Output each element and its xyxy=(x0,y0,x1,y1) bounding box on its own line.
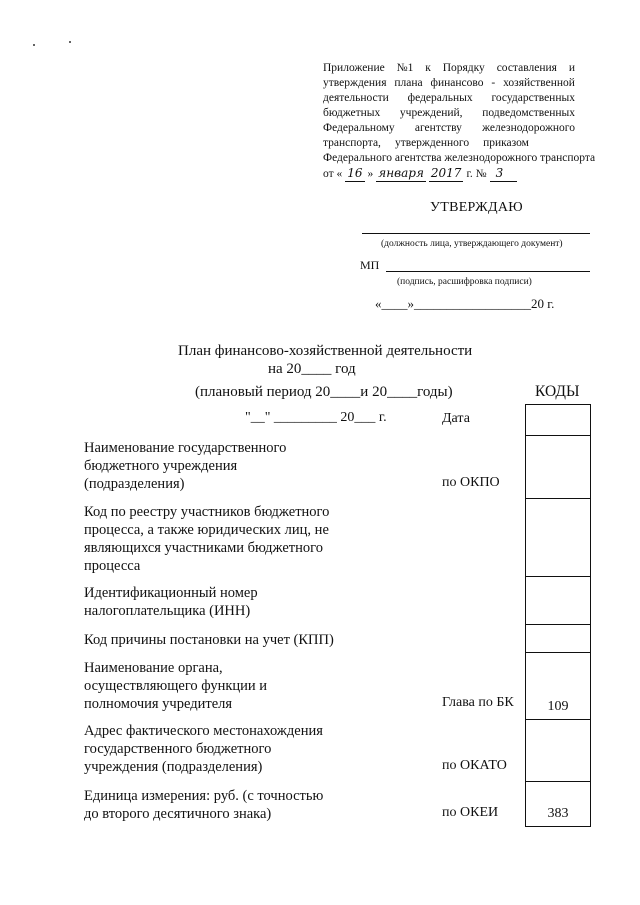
code-cell-date xyxy=(525,404,591,435)
position-caption: (должность лица, утверждающего документ) xyxy=(381,239,563,249)
appendix-header xyxy=(323,61,596,182)
code-cell-registry xyxy=(525,498,591,576)
handwritten-order-number: 3 xyxy=(490,166,518,182)
plan-title: План финансово-хозяйственной деятельности xyxy=(178,343,473,359)
codes-table xyxy=(525,404,591,827)
code-cell-okei: 383 xyxy=(525,781,591,827)
handwritten-month: января xyxy=(378,166,424,180)
appendix-line: Федерального агентства железнодорожного транспорта xyxy=(323,152,596,164)
code-cell-kpp xyxy=(525,624,591,652)
plan-year: на 20____ год xyxy=(268,361,356,377)
date-label: Дата xyxy=(442,411,470,426)
position-line xyxy=(362,233,590,234)
field-inn: Идентификационный номер налогоплательщика (ИНН) xyxy=(84,585,258,619)
appendix-line: утверждения плана финансово - хозяйственной xyxy=(323,77,575,89)
code-cell-bk: 109 xyxy=(525,652,591,719)
okato-label: по ОКАТО xyxy=(442,758,507,773)
codes-header: КОДЫ xyxy=(535,383,580,400)
appendix-line: бюджетных учреждений, подведомственных xyxy=(323,107,575,119)
field-registry-code: Код по реестру участников бюджетного процесса, а также юридических лиц, не являющихся участниками бюджетного процесса xyxy=(84,504,330,574)
handwritten-day: 16 xyxy=(347,166,363,180)
seal-label: МП xyxy=(360,258,380,272)
code-cell-inn xyxy=(525,576,591,624)
field-address: Адрес фактического местонахождения государственного бюджетного учреждения (подразделения) xyxy=(84,723,323,775)
appendix-line: деятельности федеральных государственных xyxy=(323,92,575,104)
appendix-line: транспорта, утвержденного приказом xyxy=(323,137,529,149)
plan-date: "__" _________ 20___ г. xyxy=(245,410,387,425)
scan-speck xyxy=(33,44,35,46)
bk-label: Глава по БК xyxy=(442,695,514,710)
approval-date: «____»__________________20 г. xyxy=(375,296,555,311)
field-unit: Единица измерения: руб. (с точностью до второго десятичного знака) xyxy=(84,788,324,822)
appendix-line: Федеральному агентству железнодорожного xyxy=(323,122,575,134)
plan-period: (плановый период 20____и 20____годы) xyxy=(195,384,453,400)
code-cell-okpo xyxy=(525,435,591,498)
approval-title: УТВЕРЖДАЮ xyxy=(430,200,523,215)
signature-caption: (подпись, расшифровка подписи) xyxy=(397,277,532,287)
okpo-label: по ОКПО xyxy=(442,475,500,490)
appendix-line: Приложение №1 к Порядку составления и xyxy=(323,62,575,74)
field-founder-body: Наименование органа, осуществляющего функции и полномочия учредителя xyxy=(84,660,268,712)
field-institution-name: Наименование государственного бюджетного учреждения (подразделения) xyxy=(84,440,287,492)
handwritten-year: 2017 xyxy=(430,166,462,180)
scan-speck xyxy=(69,41,71,43)
signature-line xyxy=(386,271,590,272)
field-kpp: Код причины постановки на учет (КПП) xyxy=(84,632,334,648)
appendix-date-line: от « 16 » января 2017 г. № 3 xyxy=(323,166,575,182)
okei-label: по ОКЕИ xyxy=(442,805,499,820)
code-cell-okato xyxy=(525,719,591,781)
